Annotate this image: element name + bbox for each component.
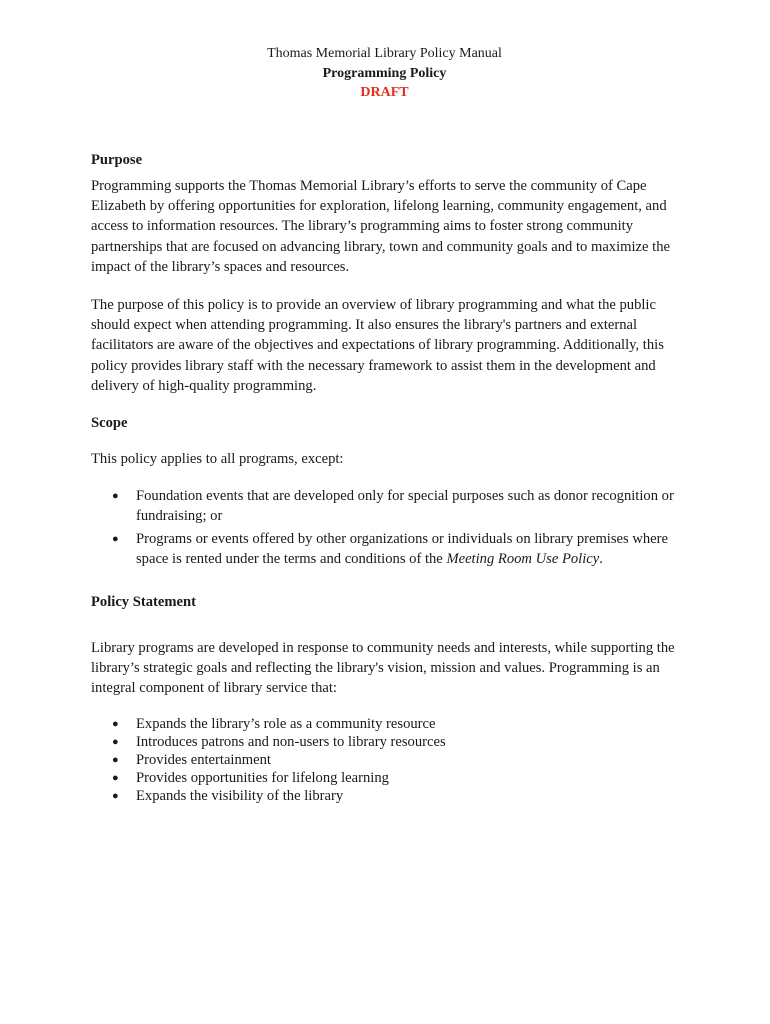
benefit-text: Expands the visibility of the library bbox=[136, 787, 344, 804]
list-item bbox=[112, 787, 678, 805]
list-item bbox=[112, 715, 678, 733]
list-item bbox=[112, 733, 678, 751]
list-item bbox=[112, 529, 678, 570]
meeting-room-policy-title: Meeting Room Use Policy bbox=[446, 551, 600, 568]
draft-status: DRAFT bbox=[360, 85, 409, 100]
benefit-text: Expands the library’s role as a community resource bbox=[136, 715, 436, 732]
list-item bbox=[112, 751, 678, 769]
scope-intro: This policy applies to all programs, except: bbox=[91, 450, 344, 467]
bullet-icon: ● bbox=[112, 717, 119, 730]
purpose-paragraph-1: Programming supports the Thomas Memorial Library’s efforts to serve the community of Cape Elizabeth by offering opportunities for exploration, lifelong learning, community engagement, and access to information resources. The library’s programming aims to foster strong community partnerships that are focused on advancing library, town and community goals and to maximize the impact of the library’s spaces and resources. bbox=[91, 177, 670, 276]
bullet-icon: ● bbox=[112, 532, 119, 545]
purpose-heading: Purpose bbox=[91, 151, 143, 168]
list-item bbox=[112, 769, 678, 787]
scope-heading: Scope bbox=[91, 414, 128, 431]
document-header bbox=[91, 44, 678, 103]
bullet-icon: ● bbox=[112, 753, 119, 766]
bullet-icon: ● bbox=[112, 789, 119, 802]
benefit-text: Provides opportunities for lifelong learning bbox=[136, 769, 389, 786]
programming-benefits-list bbox=[91, 715, 678, 805]
benefit-text: Provides entertainment bbox=[136, 751, 271, 768]
manual-title: Thomas Memorial Library Policy Manual bbox=[267, 46, 502, 61]
purpose-paragraph-2: The purpose of this policy is to provide an overview of library programming and what the public should expect when attending programming. It also ensures the library's partners and external facilitators are aware of the objectives and expectations of library programming. Additionally, this policy provides library staff with the necessary framework to assist them in the development and delivery of high-quality programming. bbox=[91, 296, 664, 395]
bullet-icon: ● bbox=[112, 771, 119, 784]
list-item bbox=[112, 486, 678, 527]
scope-exception-text: Programs or events offered by other organizations or individuals on library premises where space is rented under the terms and conditions of the bbox=[136, 530, 668, 568]
scope-exception-list bbox=[91, 486, 678, 570]
scope-exception-suffix: . bbox=[599, 551, 603, 568]
bullet-icon: ● bbox=[112, 735, 119, 748]
policy-statement-paragraph: Library programs are developed in response to community needs and interests, while supporting the library’s strategic goals and reflecting the library's vision, mission and values. Programming is an integral component of library service that: bbox=[91, 639, 675, 697]
benefit-text: Introduces patrons and non-users to library resources bbox=[136, 733, 446, 750]
policy-title: Programming Policy bbox=[322, 65, 447, 81]
bullet-icon: ● bbox=[112, 489, 119, 502]
scope-exception-text: Foundation events that are developed only for special purposes such as donor recognition or fundraising; or bbox=[136, 487, 674, 525]
policy-statement-heading: Policy Statement bbox=[91, 593, 196, 610]
